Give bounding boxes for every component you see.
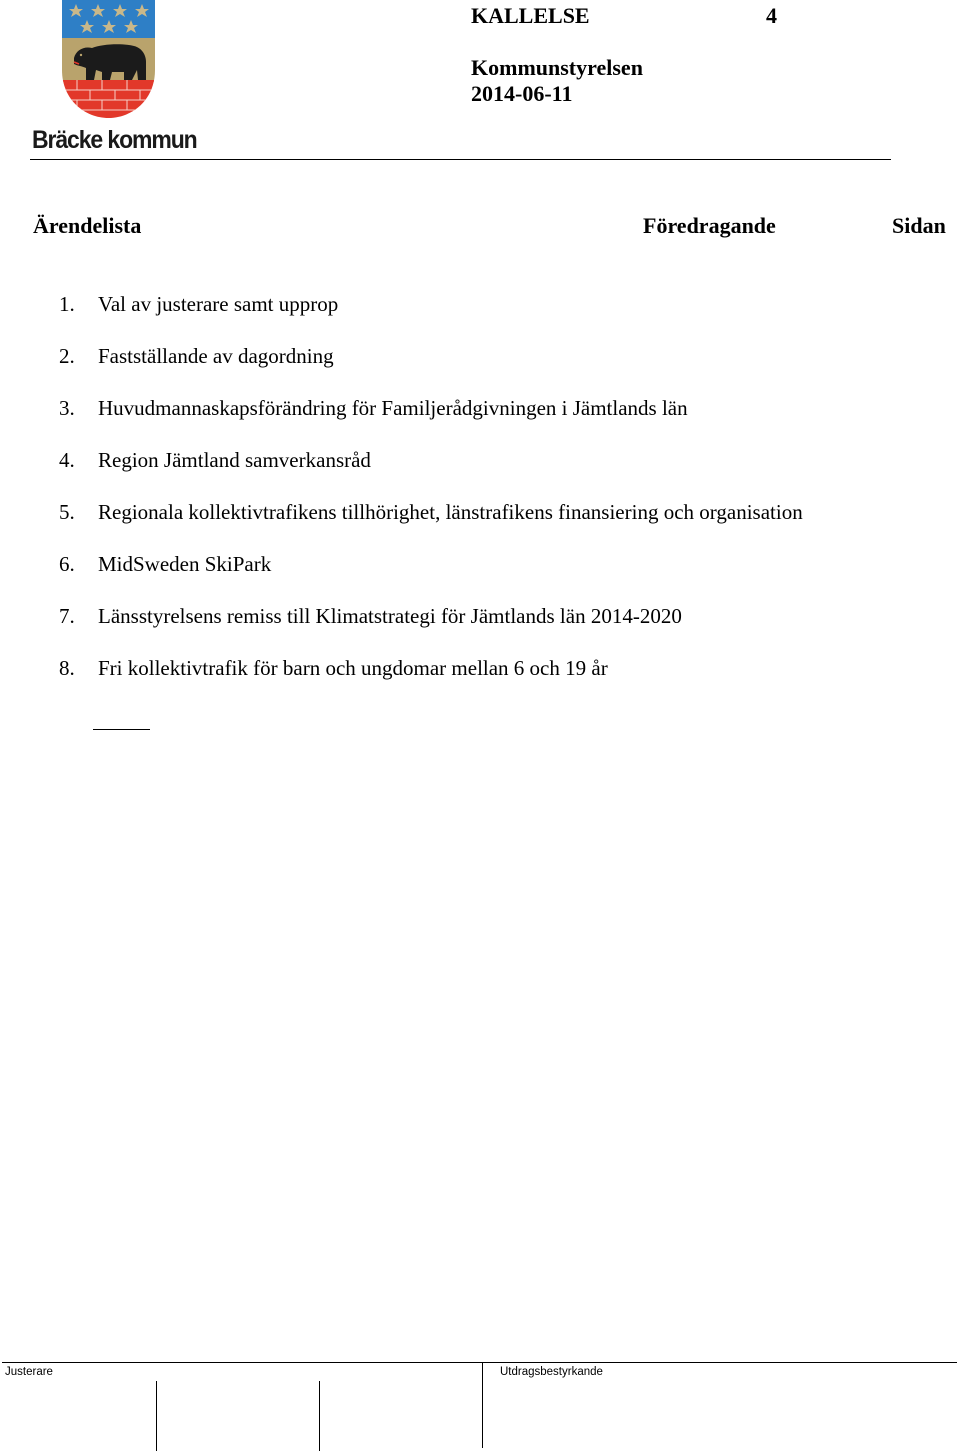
document-type: KALLELSE: [471, 3, 590, 28]
page-number: 4: [766, 3, 777, 28]
column-header-arendelista: Ärendelista: [33, 213, 142, 238]
agenda-item-title: MidSweden SkiPark: [98, 552, 272, 576]
agenda-item-title: Huvudmannaskapsförändring för Familjerådgivningen i Jämtlands län: [98, 396, 688, 420]
signature-box-divider: [156, 1381, 157, 1451]
agenda-item-number: 8.: [59, 656, 75, 680]
footer-label-justerare: Justerare: [5, 1366, 53, 1378]
agenda-item-title: Val av justerare samt upprop: [98, 292, 339, 316]
signature-box-divider: [482, 1362, 483, 1448]
agenda-item-title: Regionala kollektivtrafikens tillhörighet, länstrafikens finansiering och organisation: [98, 500, 803, 524]
agenda-item-title: Fastställande av dagordning: [98, 344, 334, 368]
board-name: Kommunstyrelsen: [471, 55, 643, 80]
agenda-item-number: 1.: [59, 292, 75, 316]
agenda-item-number: 4.: [59, 448, 75, 472]
signature-box-divider: [319, 1381, 320, 1451]
agenda-item-title: Länsstyrelsens remiss till Klimatstrategi för Jämtlands län 2014-2020: [98, 604, 682, 628]
list-end-rule: [93, 729, 150, 730]
municipality-logo-text: Bräcke kommun: [32, 126, 197, 154]
agenda-item-title: Region Jämtland samverkansråd: [98, 448, 371, 472]
agenda-item-number: 5.: [59, 500, 75, 524]
agenda-item-number: 6.: [59, 552, 75, 576]
footer-divider: [2, 1362, 957, 1363]
meeting-date: 2014-06-11: [471, 81, 573, 106]
agenda-item-title: Fri kollektivtrafik för barn och ungdomar mellan 6 och 19 år: [98, 656, 608, 680]
agenda-item-number: 7.: [59, 604, 75, 628]
footer-label-utdragsbestyrkande: Utdragsbestyrkande: [500, 1366, 603, 1378]
header-divider: [30, 159, 891, 160]
column-header-sidan: Sidan: [892, 213, 946, 238]
brack-kommun-coat-of-arms-icon: [62, 0, 155, 120]
agenda-item-number: 2.: [59, 344, 75, 368]
agenda-item-number: 3.: [59, 396, 75, 420]
column-header-foredragande: Föredragande: [643, 213, 776, 238]
